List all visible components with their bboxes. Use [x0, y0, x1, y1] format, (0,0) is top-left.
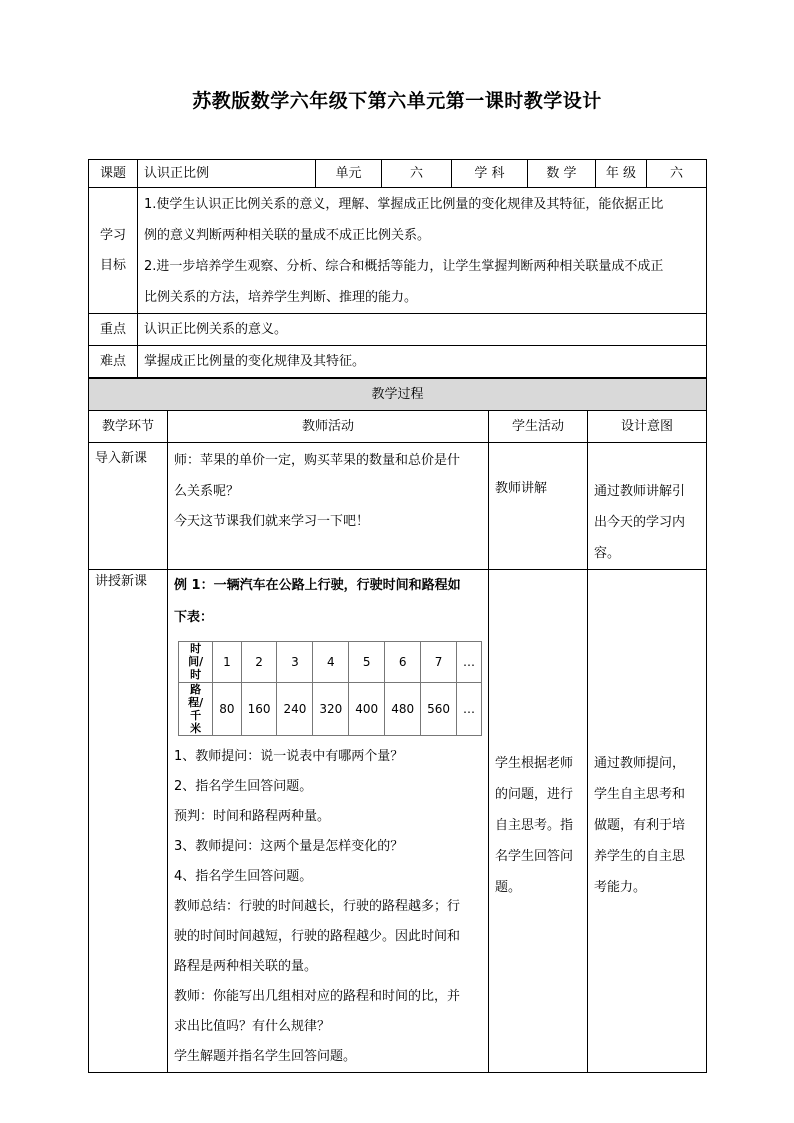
distance-cell: 80: [213, 682, 241, 736]
text-line: 路程是两种相关联的量。: [174, 959, 318, 975]
text-line: 做题，有利于培: [594, 818, 686, 833]
time-cell: 2: [241, 642, 277, 683]
lecture-stage: 讲授新课: [89, 570, 168, 1073]
text-line: 教师讲解: [495, 481, 548, 496]
key-point-label: 重点: [89, 314, 138, 346]
intro-student-activity: [489, 443, 588, 570]
intro-stage: 导入新课: [89, 443, 168, 570]
text-line: 的问题，进行: [495, 787, 574, 802]
difficulty-value: 掌握成正比例量的变化规律及其特征。: [138, 346, 707, 378]
text-line: 驶的时间时间越短，行驶的路程越少。因此时间和: [174, 929, 461, 945]
teaching-process-table: [88, 378, 707, 1073]
intro-design-intent: [588, 443, 707, 570]
intro-teacher-activity: [168, 443, 489, 570]
header-teacher: 教师活动: [168, 411, 489, 443]
time-distance-table: [178, 641, 482, 736]
header-student: 学生活动: [489, 411, 588, 443]
text-line: 学生解题并指名学生回答问题。: [174, 1049, 357, 1065]
process-band-title: 教学过程: [89, 379, 707, 411]
lecture-design-intent: [588, 570, 707, 1073]
lecture-student-activity: [489, 570, 588, 1073]
text-line: 出今天的学习内: [594, 515, 686, 530]
text-line: 1、教师提问：说一说表中有哪两个量？: [174, 749, 404, 765]
text-line: 2、指名学生回答问题。: [174, 779, 313, 795]
goal-line: 1.使学生认识正比例关系的意义，理解、掌握成正比例量的变化规律及其特征，能依据正比: [144, 196, 664, 212]
text-line: 通过教师讲解引: [594, 484, 686, 499]
text-line: 养学生的自主思: [594, 849, 686, 864]
goal-line: 2.进一步培养学生观察、分析、综合和概括等能力，让学生掌握判断两种相关联量成不成正: [144, 258, 664, 274]
example-line: 例 1：一辆汽车在公路上行驶，行驶时间和路程如: [174, 578, 461, 593]
distance-row-label: 路程/千米: [179, 682, 213, 736]
text-line: 通过教师提问，: [594, 756, 686, 771]
goal-line: 比例关系的方法，培养学生判断、推理的能力。: [144, 289, 418, 305]
time-cell: 1: [213, 642, 241, 683]
key-point-value: 认识正比例关系的意义。: [138, 314, 707, 346]
time-cell: …: [457, 642, 482, 683]
time-cell: 4: [313, 642, 349, 683]
difficulty-label: 难点: [89, 346, 138, 378]
distance-cell: 160: [241, 682, 277, 736]
header-stage: 教学环节: [89, 411, 168, 443]
text-line: 么关系呢？: [174, 483, 240, 499]
time-row-label: 时间/时: [179, 642, 213, 683]
example-line: 下表：: [174, 610, 214, 625]
unit-label: 单元: [316, 160, 382, 188]
text-line: 学生根据老师: [495, 756, 574, 771]
text-line: 名学生回答问: [495, 849, 574, 864]
topic-label: 课题: [89, 160, 138, 188]
text-line: 自主思考。指: [495, 818, 574, 833]
subject-value: 数 学: [528, 160, 596, 188]
goal-line: 例的意义判断两种相关联的量成不成正比例关系。: [144, 227, 431, 243]
time-cell: 5: [349, 642, 385, 683]
text-line: 预判：时间和路程两种量。: [174, 809, 331, 825]
text-line: 容。: [594, 546, 621, 561]
goals-label: [89, 188, 138, 314]
subject-label: 学 科: [452, 160, 528, 188]
distance-cell: 480: [385, 682, 421, 736]
text-line: 今天这节课我们就来学习一下吧！: [174, 514, 370, 529]
header-intent: 设计意图: [588, 411, 707, 443]
distance-cell: 560: [421, 682, 457, 736]
document-title: 苏教版数学六年级下第六单元第一课时教学设计: [192, 90, 602, 112]
text-line: 教师：你能写出几组相对应的路程和时间的比，并: [174, 989, 461, 1005]
topic-value: 认识正比例: [138, 160, 316, 188]
text-line: 3、教师提问：这两个量是怎样变化的？: [174, 839, 404, 855]
distance-cell: 240: [277, 682, 313, 736]
grade-value: 六: [647, 160, 707, 188]
unit-value: 六: [382, 160, 452, 188]
text-line: 考能力。: [594, 880, 647, 895]
lecture-teacher-activity: [168, 570, 489, 1073]
text-line: 题。: [495, 880, 522, 895]
time-cell: 6: [385, 642, 421, 683]
goals-label-line: 学习: [99, 227, 126, 243]
text-line: 求出比值吗？有什么规律？: [174, 1019, 331, 1035]
grade-label: 年 级: [596, 160, 647, 188]
text-line: 师：苹果的单价一定，购买苹果的数量和总价是什: [174, 453, 461, 468]
text-line: 学生自主思考和: [594, 787, 686, 802]
time-cell: 7: [421, 642, 457, 683]
distance-cell: 400: [349, 682, 385, 736]
time-cell: 3: [277, 642, 313, 683]
lesson-info-table: [88, 159, 707, 378]
distance-cell: …: [457, 682, 482, 736]
text-line: 4、指名学生回答问题。: [174, 869, 313, 885]
distance-cell: 320: [313, 682, 349, 736]
text-line: 教师总结：行驶的时间越长，行驶的路程越多；行: [174, 899, 461, 915]
goals-label-line: 目标: [99, 257, 126, 273]
goals-content: [138, 188, 707, 314]
